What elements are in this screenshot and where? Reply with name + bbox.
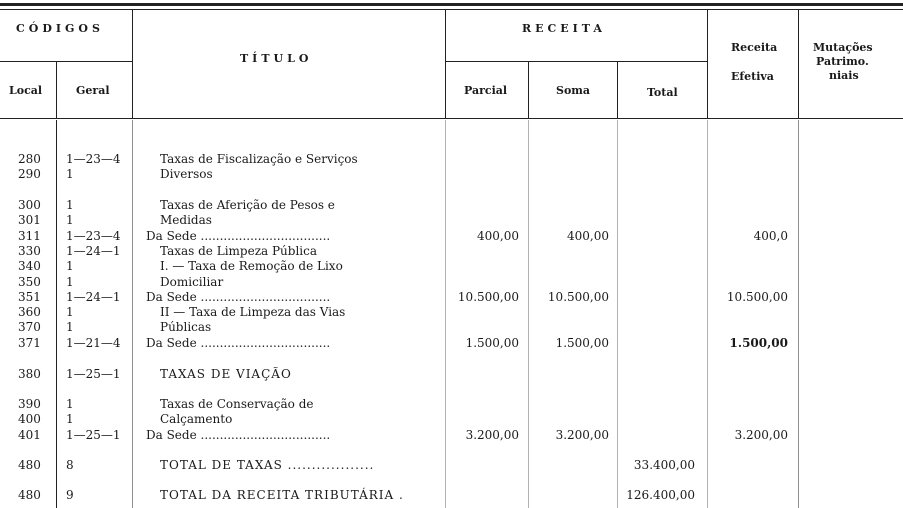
- row-total: 126.400,00: [626, 488, 695, 502]
- row-parcial: 3.200,00: [465, 428, 519, 442]
- row-soma: 3.200,00: [555, 428, 609, 442]
- row-soma: 1.500,00: [555, 336, 609, 350]
- row-titulo: TOTAL DE TAXAS ..................: [160, 458, 375, 472]
- top-rule-thick: [0, 3, 903, 6]
- row-titulo: Taxas de Limpeza Pública: [160, 244, 318, 258]
- vline-body-4: [528, 120, 529, 508]
- vline-header-2: [132, 10, 133, 118]
- vline-header-7: [798, 10, 799, 118]
- row-local: 360: [18, 305, 41, 319]
- row-local: 480: [18, 458, 41, 472]
- row-geral: 1: [66, 275, 74, 289]
- header-total: Total: [647, 86, 678, 99]
- header-titulo: TÍTULO: [240, 52, 313, 65]
- header-receita: RECEITA: [522, 22, 606, 35]
- row-titulo: Calçamento: [160, 412, 233, 426]
- row-titulo: TOTAL DA RECEITA TRIBUTÁRIA .: [160, 488, 404, 502]
- row-local: 371: [18, 336, 41, 350]
- row-local: 400: [18, 412, 41, 426]
- row-local: 351: [18, 290, 41, 304]
- row-geral: 1: [66, 213, 74, 227]
- row-titulo: Da Sede ..................................: [146, 290, 331, 304]
- row-total: 33.400,00: [633, 458, 695, 472]
- row-geral: 1—24—1: [66, 244, 121, 258]
- row-geral: 1: [66, 412, 74, 426]
- row-titulo: Medidas: [160, 213, 212, 227]
- row-efetiva: 400,0: [753, 229, 788, 243]
- row-titulo: Taxas de Conservação de: [160, 397, 314, 411]
- header-mutacoes-1: Mutações: [813, 41, 873, 54]
- row-titulo: Da Sede ..................................: [146, 229, 331, 243]
- row-local: 480: [18, 488, 41, 502]
- row-local: 330: [18, 244, 41, 258]
- row-geral: 1: [66, 198, 74, 212]
- row-titulo: TAXAS DE VIAÇÃO: [160, 367, 292, 381]
- row-local: 290: [18, 167, 41, 181]
- vline-header-5: [617, 62, 618, 118]
- row-titulo: Da Sede ..................................: [146, 428, 331, 442]
- header-receita-efetiva-1: Receita: [731, 41, 778, 54]
- row-geral: 1—25—1: [66, 428, 121, 442]
- row-geral: 1: [66, 259, 74, 273]
- row-local: 370: [18, 320, 41, 334]
- header-mutacoes-2: Patrimo.: [816, 55, 869, 68]
- row-geral: 8: [66, 458, 74, 472]
- row-titulo: I. — Taxa de Remoção de Lixo: [160, 259, 343, 273]
- row-geral: 9: [66, 488, 74, 502]
- row-parcial: 10.500,00: [457, 290, 519, 304]
- vline-header-3: [445, 10, 446, 118]
- vline-body-5: [617, 120, 618, 508]
- codigos-underline: [0, 61, 132, 62]
- row-geral: 1—21—4: [66, 336, 121, 350]
- row-geral: 1—24—1: [66, 290, 121, 304]
- header-bottom-rule: [0, 118, 903, 119]
- top-rule-thin: [0, 9, 903, 10]
- row-local: 340: [18, 259, 41, 273]
- row-local: 301: [18, 213, 41, 227]
- header-parcial: Parcial: [464, 84, 508, 97]
- vline-body-6: [707, 120, 708, 508]
- row-local: 280: [18, 152, 41, 166]
- row-efetiva: 10.500,00: [726, 290, 788, 304]
- row-titulo: II — Taxa de Limpeza das Vias: [160, 305, 346, 319]
- row-geral: 1: [66, 305, 74, 319]
- vline-header-1: [56, 62, 57, 118]
- row-titulo: Taxas de Fiscalização e Serviços: [160, 152, 358, 166]
- row-parcial: 1.500,00: [465, 336, 519, 350]
- row-geral: 1—23—4: [66, 229, 121, 243]
- header-receita-efetiva-2: Efetiva: [731, 70, 774, 83]
- row-soma: 10.500,00: [547, 290, 609, 304]
- row-local: 311: [18, 229, 41, 243]
- row-geral: 1—23—4: [66, 152, 121, 166]
- row-local: 390: [18, 397, 41, 411]
- header-geral: Geral: [76, 84, 110, 97]
- row-titulo: Da Sede ..................................: [146, 336, 331, 350]
- row-local: 350: [18, 275, 41, 289]
- header-codigos: CÓDIGOS: [16, 22, 104, 35]
- row-local: 300: [18, 198, 41, 212]
- vline-body-7: [798, 120, 799, 508]
- row-geral: 1—25—1: [66, 367, 121, 381]
- row-geral: 1: [66, 397, 74, 411]
- row-local: 380: [18, 367, 41, 381]
- row-titulo: Domiciliar: [160, 275, 224, 289]
- row-geral: 1: [66, 320, 74, 334]
- header-local: Local: [9, 84, 43, 97]
- vline-header-6: [707, 10, 708, 118]
- row-titulo: Públicas: [160, 320, 212, 334]
- row-local: 401: [18, 428, 41, 442]
- vline-body-2: [132, 120, 133, 508]
- row-titulo: Diversos: [160, 167, 213, 181]
- vline-body-1: [56, 120, 57, 508]
- header-soma: Soma: [556, 84, 591, 97]
- row-soma: 400,00: [567, 229, 609, 243]
- row-parcial: 400,00: [477, 229, 519, 243]
- vline-header-4: [528, 62, 529, 118]
- row-geral: 1: [66, 167, 74, 181]
- vline-body-3: [445, 120, 446, 508]
- receita-underline: [445, 61, 707, 62]
- header-mutacoes-3: niais: [829, 69, 859, 82]
- row-efetiva: 3.200,00: [734, 428, 788, 442]
- row-titulo: Taxas de Aferição de Pesos e: [160, 198, 335, 212]
- row-efetiva: 1.500,00: [729, 336, 788, 350]
